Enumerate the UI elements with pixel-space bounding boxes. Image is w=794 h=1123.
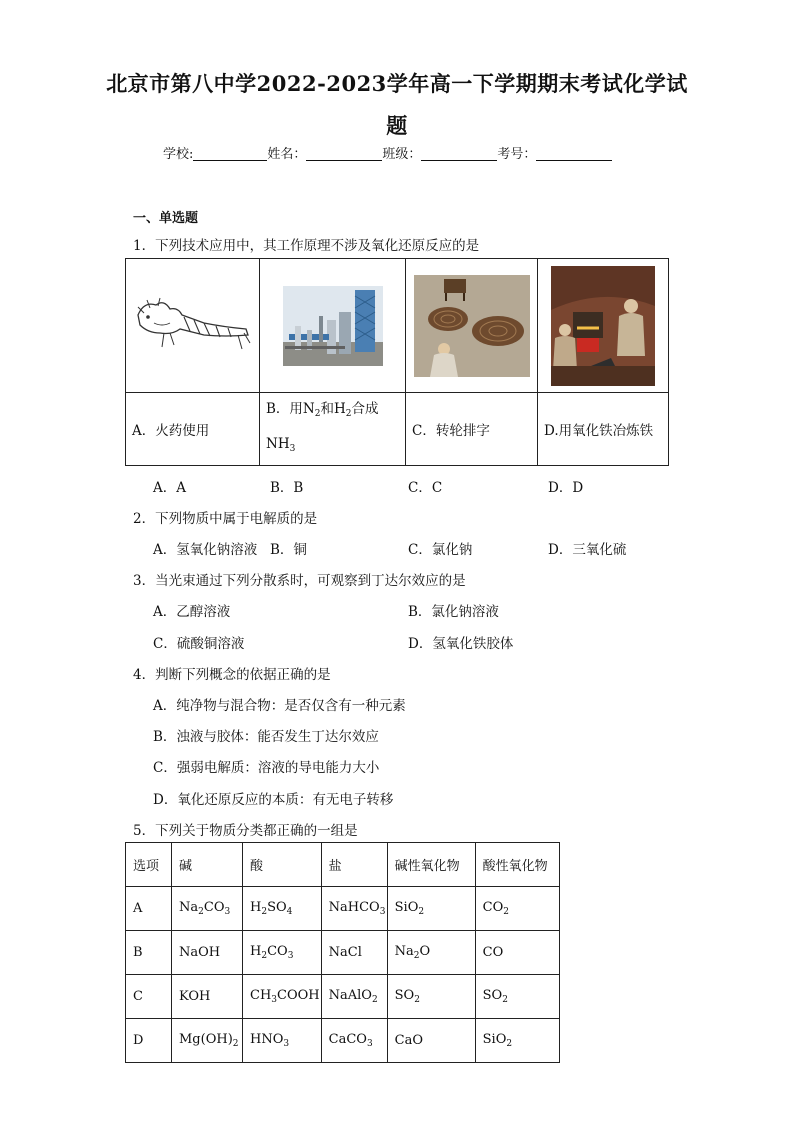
cell-acidic-oxide: $CO_2$ <box>475 887 559 931</box>
q4-option-c[interactable]: C．强弱电解质：溶液的导电能力大小 <box>153 760 380 776</box>
header-cell: 碱 <box>172 843 243 887</box>
question-5-table <box>125 842 560 1063</box>
header-cell: 碱性氧化物 <box>387 843 475 887</box>
q1-option-b[interactable]: B．B <box>270 480 304 496</box>
page-title: 北京市第八中学2022-2023学年高一下学期期末考试化学试 <box>106 71 688 96</box>
cell-basic-oxide: $SO_2$ <box>387 975 475 1019</box>
cell-basic-oxide: CaO <box>387 1019 475 1063</box>
cell-image-a <box>126 259 260 393</box>
q3-option-d[interactable]: D．氢氧化铁胶体 <box>408 636 514 652</box>
cell-salt: NaAlO$_2$ <box>321 975 387 1019</box>
ammonia-plant-image <box>283 286 383 366</box>
cell-basic-oxide: SiO$_2$ <box>387 887 475 931</box>
cell-option: D <box>126 1019 172 1063</box>
section-title: 一、单选题 <box>133 211 199 226</box>
table-row <box>126 1019 560 1063</box>
rotating-type-image <box>414 275 530 377</box>
school-label: 学校: <box>163 147 194 162</box>
name-blank[interactable] <box>306 146 382 161</box>
question-1-table <box>125 258 669 466</box>
page-title-continued: 题 <box>386 113 408 138</box>
table-header-row <box>126 843 560 887</box>
cell-option-d: D.用氧化铁冶炼铁 <box>538 393 669 466</box>
cell-base: NaOH <box>172 931 243 975</box>
cell-acid: $HNO_3$ <box>243 1019 322 1063</box>
table-row <box>126 975 560 1019</box>
header-cell: 酸 <box>243 843 322 887</box>
iron-smelting-image <box>551 266 655 386</box>
class-blank[interactable] <box>421 146 497 161</box>
class-label: 班级： <box>382 147 422 162</box>
header-cell: 盐 <box>321 843 387 887</box>
cell-image-b <box>260 259 406 393</box>
table-row <box>126 887 560 931</box>
exam-no-label: 考号： <box>497 147 537 162</box>
cell-option-b: B．用$N_2$和$H_2$合成 $NH_3$ <box>260 393 406 466</box>
q1-option-a[interactable]: A．A <box>153 480 186 496</box>
header-cell: 选项 <box>126 843 172 887</box>
cell-image-c <box>406 259 538 393</box>
cell-acid: $H_2SO_4$ <box>243 887 322 931</box>
school-blank[interactable] <box>193 146 267 161</box>
question-2-stem: 2．下列物质中属于电解质的是 <box>133 511 318 527</box>
q3-option-c[interactable]: C．硫酸铜溶液 <box>153 636 245 652</box>
cell-basic-oxide: $Na_2O$ <box>387 931 475 975</box>
q1-option-d[interactable]: D．D <box>548 480 584 496</box>
student-info-line <box>163 143 612 162</box>
q2-option-b[interactable]: B．铜 <box>270 542 307 558</box>
cell-acid: $H_2CO_3$ <box>243 931 322 975</box>
cell-option: B <box>126 931 172 975</box>
cell-option: A <box>126 887 172 931</box>
cell-acidic-oxide: SiO$_2$ <box>475 1019 559 1063</box>
q2-option-a[interactable]: A．氢氧化钠溶液 <box>153 542 258 558</box>
q3-option-b[interactable]: B．氯化钠溶液 <box>408 604 499 620</box>
q4-option-a[interactable]: A．纯净物与混合物：是否仅含有一种元素 <box>153 698 406 714</box>
cell-salt: NaHCO$_3$ <box>321 887 387 931</box>
question-1-stem: 1．下列技术应用中，其工作原理不涉及氧化还原反应的是 <box>133 238 480 254</box>
cell-salt: CaCO$_3$ <box>321 1019 387 1063</box>
cell-option-c: C．转轮排字 <box>406 393 538 466</box>
cell-salt: NaCl <box>321 931 387 975</box>
q3-option-a[interactable]: A．乙醇溶液 <box>153 604 231 620</box>
cell-acid: $CH_3COOH$ <box>243 975 322 1019</box>
question-5-stem: 5．下列关于物质分类都正确的一组是 <box>133 823 358 839</box>
cell-image-d <box>538 259 669 393</box>
cell-base: $Mg(OH)_2$ <box>172 1019 243 1063</box>
q4-option-b[interactable]: B．浊液与胶体：能否发生丁达尔效应 <box>153 729 379 745</box>
q1-option-c[interactable]: C．C <box>408 480 443 496</box>
name-label: 姓名： <box>267 147 307 162</box>
cell-base: $Na_2CO_3$ <box>172 887 243 931</box>
cell-base: KOH <box>172 975 243 1019</box>
header-cell: 酸性氧化物 <box>475 843 559 887</box>
q4-option-d[interactable]: D．氧化还原反应的本质：有无电子转移 <box>153 792 394 808</box>
exam-no-blank[interactable] <box>536 146 612 161</box>
q2-option-d[interactable]: D．三氧化硫 <box>548 542 627 558</box>
table-row <box>126 931 560 975</box>
cell-acidic-oxide: CO <box>475 931 559 975</box>
cell-acidic-oxide: $SO_2$ <box>475 975 559 1019</box>
cell-option: C <box>126 975 172 1019</box>
cell-option-a: A．火药使用 <box>126 393 260 466</box>
q2-option-c[interactable]: C．氯化钠 <box>408 542 473 558</box>
question-4-stem: 4．判断下列概念的依据正确的是 <box>133 667 331 683</box>
dragon-rocket-image <box>134 293 252 359</box>
question-3-stem: 3．当光束通过下列分散系时，可观察到丁达尔效应的是 <box>133 573 466 589</box>
